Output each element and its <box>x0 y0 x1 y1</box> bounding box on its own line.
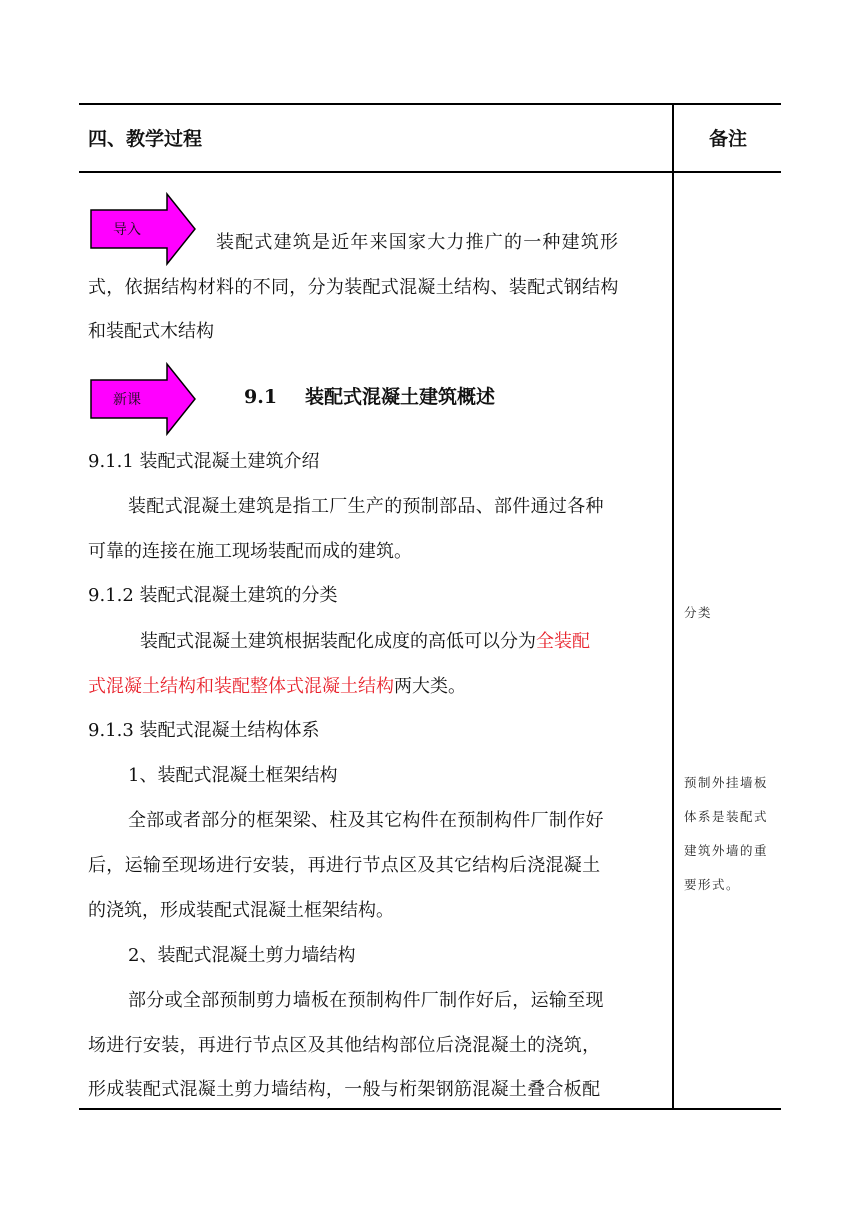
item-1-title: 1、装配式混凝土框架结构 <box>128 765 338 786</box>
note-cladding-line-3: 建筑外墙的重 <box>684 843 769 858</box>
note-cladding-line-4: 要形式。 <box>684 877 741 892</box>
s912-line-1 <box>140 630 590 654</box>
section-heading-title: 装配式混凝土建筑概述 <box>305 386 496 408</box>
new-lesson-arrow-label: 新课 <box>113 392 141 408</box>
note-cladding-line-1: 预制外挂墙板 <box>684 775 769 790</box>
s912-line-1-highlight: 全装配 <box>536 631 590 652</box>
table-bottom-border <box>79 1108 781 1110</box>
item-1-line-3: 的浇筑，形成装配式混凝土框架结构。 <box>88 900 394 921</box>
item-1-line-1: 全部或者部分的框架梁、柱及其它构件在预制构件厂制作好 <box>128 810 604 831</box>
section-title: 四、教学过程 <box>88 128 203 150</box>
column-divider <box>672 103 674 1110</box>
subsection-heading-911: 9.1.1 装配式混凝土建筑介绍 <box>88 451 320 472</box>
subsection-heading-912: 9.1.2 装配式混凝土建筑的分类 <box>88 585 338 606</box>
item-2-line-1: 部分或全部预制剪力墙板在预制构件厂制作好后，运输至现 <box>128 990 604 1011</box>
intro-arrow-label: 导入 <box>113 222 141 238</box>
item-2-line-3: 形成装配式混凝土剪力墙结构，一般与桁架钢筋混凝土叠合板配 <box>88 1079 601 1100</box>
note-classification: 分类 <box>684 605 713 620</box>
subsection-heading-913: 9.1.3 装配式混凝土结构体系 <box>88 720 320 741</box>
header-bottom-border <box>79 171 781 173</box>
section-number: 9.1 <box>244 386 278 408</box>
notes-column-title: 备注 <box>709 128 748 150</box>
intro-line-1: 装配式建筑是近年来国家大力推广的一种建筑形 <box>216 232 620 253</box>
s912-line-2-text: 两大类。 <box>394 676 466 697</box>
table-top-border <box>79 103 781 105</box>
intro-arrow-icon <box>89 192 197 266</box>
item-1-line-2: 后，运输至现场进行安装，再进行节点区及其它结构后浇混凝土 <box>88 855 601 876</box>
item-2-line-2: 场进行安装，再进行节点区及其他结构部位后浇混凝土的浇筑， <box>88 1035 601 1056</box>
intro-line-2: 式，依据结构材料的不同，分为装配式混凝土结构、装配式钢结构 <box>88 277 619 298</box>
s912-line-2 <box>88 675 466 699</box>
new-lesson-arrow-icon <box>89 362 197 436</box>
s911-line-1: 装配式混凝土建筑是指工厂生产的预制部品、部件通过各种 <box>128 496 604 517</box>
item-2-title: 2、装配式混凝土剪力墙结构 <box>128 945 356 966</box>
note-cladding-line-2: 体系是装配式 <box>684 809 769 824</box>
intro-line-3: 和装配式木结构 <box>88 321 214 342</box>
s911-line-2: 可靠的连接在施工现场装配而成的建筑。 <box>88 541 412 562</box>
s912-line-1-text: 装配式混凝土建筑根据装配化成度的高低可以分为 <box>140 631 536 652</box>
s912-line-2-highlight: 式混凝土结构和装配整体式混凝土结构 <box>88 676 394 697</box>
